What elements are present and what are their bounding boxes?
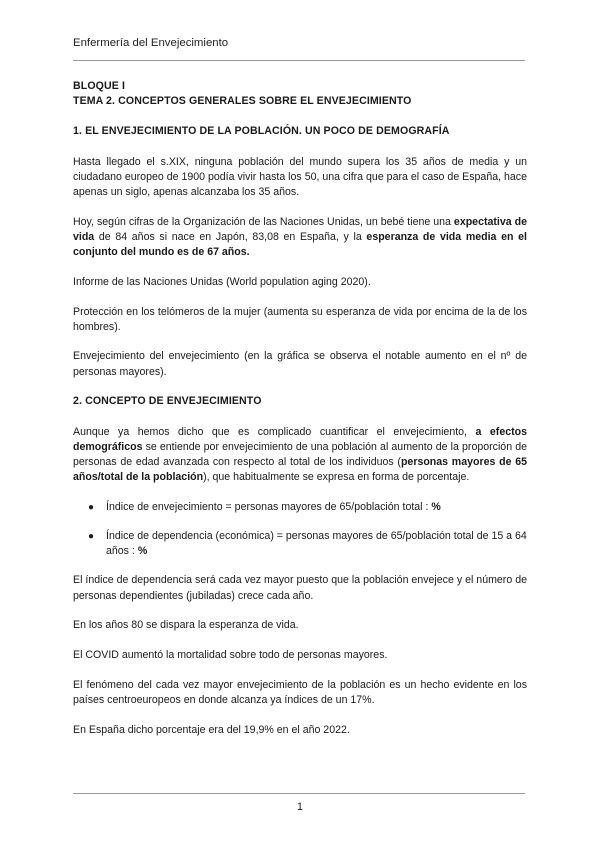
- section-1-paragraph-3: Informe de las Naciones Unidas (World population aging 2020).: [73, 275, 371, 288]
- bullet-icon: ●: [88, 531, 95, 543]
- document-body: [73, 79, 527, 752]
- running-header: Enfermería del Envejecimiento: [73, 37, 229, 49]
- section-1-paragraph-2: [73, 215, 527, 261]
- list-item: [73, 529, 527, 559]
- text-run: Hoy, según cifras de la Organización de las Naciones Unidas, un bebé tiene una: [73, 215, 454, 228]
- section-2-paragraph-1: [73, 425, 527, 486]
- section-2-paragraph-3: En los años 80 se dispara la esperanza de vida.: [73, 619, 299, 632]
- text-run: Aunque ya hemos dicho que es complicado cuantificar el envejecimiento,: [73, 425, 476, 438]
- list-item-text: Índice de envejecimiento = personas mayores de 65/población total :: [106, 500, 432, 513]
- bold-text-run: personas mayores de 65 años/total de la población: [73, 455, 527, 484]
- section-1-paragraph-5: Envejecimiento del envejecimiento (en la gráfica se observa el notable aumento en el nº de personas mayores).: [73, 350, 527, 378]
- list-item-bold: %: [137, 545, 148, 558]
- index-list: [73, 500, 527, 560]
- bloque-heading: BLOQUE I: [73, 80, 126, 92]
- list-item-bold: %: [431, 500, 441, 513]
- section-2-paragraph-2: El índice de dependencia será cada vez mayor puesto que la población envejece y el número de personas dependientes (jubiladas) crece cada año.: [73, 574, 527, 602]
- text-run: ), que habitualmente se expresa en forma de porcentaje.: [203, 471, 470, 484]
- section-1-paragraph-1: Hasta llegado el s.XIX, ninguna población del mundo supera los 35 años de media y un ciudadano europeo de 1900 podía vivir hasta los 50, una cifra que para el caso de España, hace apenas un siglo, apenas alcanzaba los 35 años.: [73, 155, 527, 199]
- bold-text-run: a efectos demográficos: [73, 425, 527, 453]
- bullet-icon: ●: [88, 501, 95, 513]
- bold-text-run: esperanza de vida media en el conjunto del mundo es de 67 años.: [73, 230, 527, 259]
- page-number: 1: [297, 801, 303, 813]
- footer-divider: [73, 793, 525, 794]
- section-2-heading: 2. CONCEPTO DE ENVEJECIMIENTO: [73, 395, 262, 408]
- text-run: se entiende por envejecimiento de una población al aumento de la proporción de personas de edad avanzada con respecto al total de los individuos (: [73, 440, 527, 468]
- section-1-heading: 1. EL ENVEJECIMIENTO DE LA POBLACIÓN. UN POCO DE DEMOGRAFÍA: [73, 125, 450, 138]
- bold-text-run: expectativa de vida: [73, 215, 527, 243]
- section-2-paragraph-5: El fenómeno del cada vez mayor envejecimiento de la población es un hecho evidente en los países centroeuropeos en donde alcanza ya índices de un 17%.: [73, 678, 527, 706]
- text-run: de 84 años si nace en Japón, 83,08 en España, y la: [94, 230, 367, 243]
- section-1-paragraph-4: Protección en los telómeros de la mujer (aumenta su esperanza de vida por encima de la de los hombres).: [73, 305, 527, 333]
- section-2-paragraph-6: En España dicho porcentaje era del 19,9% en el año 2022.: [73, 723, 350, 736]
- tema-heading: TEMA 2. CONCEPTOS GENERALES SOBRE EL ENVEJECIMIENTO: [73, 95, 412, 108]
- section-2-paragraph-4: El COVID aumentó la mortalidad sobre todo de personas mayores.: [73, 649, 388, 662]
- header-divider: [73, 60, 525, 61]
- list-item-text: Índice de dependencia (económica) = personas mayores de 65/población total de 15 a 64 años :: [106, 530, 527, 558]
- list-item: [73, 500, 527, 515]
